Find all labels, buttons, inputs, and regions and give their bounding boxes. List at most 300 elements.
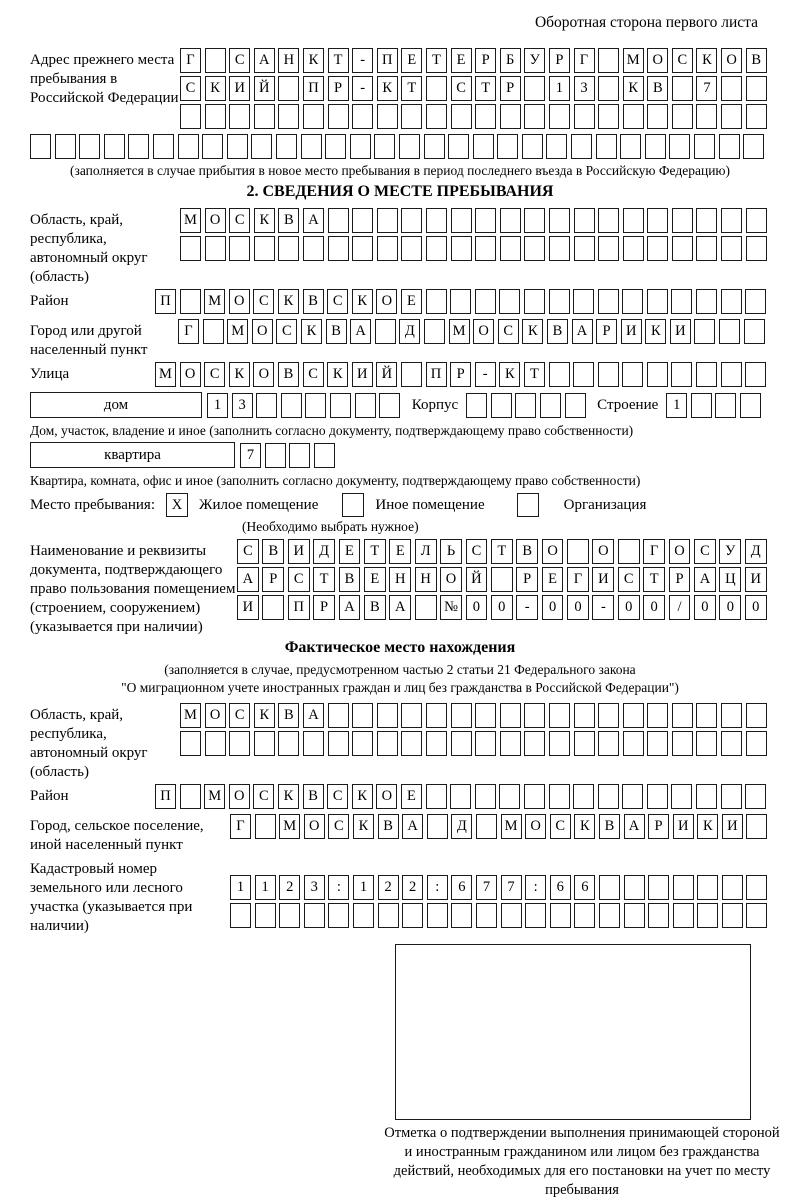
char-cell[interactable]: А: [254, 48, 275, 73]
char-cell[interactable]: П: [377, 48, 398, 73]
char-cell[interactable]: [476, 903, 497, 928]
char-cell[interactable]: [497, 134, 518, 159]
char-cell[interactable]: И: [352, 362, 373, 387]
char-cell[interactable]: [598, 731, 619, 756]
char-cell[interactable]: [402, 903, 423, 928]
char-cell[interactable]: К: [278, 289, 299, 314]
char-cell[interactable]: [598, 236, 619, 261]
char-cell[interactable]: Е: [339, 539, 361, 564]
char-cell[interactable]: [624, 903, 645, 928]
char-cell[interactable]: [281, 393, 302, 418]
char-cell[interactable]: В: [278, 362, 299, 387]
char-cell[interactable]: [623, 703, 644, 728]
char-cell[interactable]: Р: [648, 814, 669, 839]
char-cell[interactable]: [672, 208, 693, 233]
char-cell[interactable]: Г: [574, 48, 595, 73]
char-cell[interactable]: В: [262, 539, 284, 564]
char-cell[interactable]: К: [301, 319, 322, 344]
char-cell[interactable]: П: [426, 362, 447, 387]
stay-checkbox-organizatsiya[interactable]: [517, 493, 539, 517]
char-cell[interactable]: [574, 104, 595, 129]
char-cell[interactable]: С: [451, 76, 472, 101]
char-cell[interactable]: Г: [178, 319, 199, 344]
char-cell[interactable]: [671, 289, 692, 314]
char-cell[interactable]: [301, 134, 322, 159]
char-cell[interactable]: [305, 393, 326, 418]
char-cell[interactable]: [451, 731, 472, 756]
char-cell[interactable]: Ц: [719, 567, 741, 592]
char-cell[interactable]: [475, 236, 496, 261]
char-cell[interactable]: [672, 731, 693, 756]
char-cell[interactable]: А: [303, 208, 324, 233]
char-cell[interactable]: [451, 236, 472, 261]
char-cell[interactable]: [377, 236, 398, 261]
char-cell[interactable]: Р: [262, 567, 284, 592]
char-cell[interactable]: М: [279, 814, 300, 839]
char-cell[interactable]: У: [524, 48, 545, 73]
char-cell[interactable]: [328, 208, 349, 233]
char-cell[interactable]: К: [229, 362, 250, 387]
char-cell[interactable]: С: [229, 48, 250, 73]
char-cell[interactable]: К: [352, 784, 373, 809]
char-cell[interactable]: [721, 208, 742, 233]
char-cell[interactable]: Р: [549, 48, 570, 73]
char-cell[interactable]: [549, 289, 570, 314]
char-cell[interactable]: [475, 784, 496, 809]
char-cell[interactable]: [426, 784, 447, 809]
char-cell[interactable]: [722, 875, 743, 900]
char-cell[interactable]: [377, 731, 398, 756]
char-cell[interactable]: [598, 48, 619, 73]
char-cell[interactable]: [721, 76, 742, 101]
char-cell[interactable]: [647, 236, 668, 261]
char-cell[interactable]: 2: [402, 875, 423, 900]
char-cell[interactable]: К: [574, 814, 595, 839]
char-cell[interactable]: [328, 731, 349, 756]
char-cell[interactable]: Г: [180, 48, 201, 73]
char-cell[interactable]: [524, 703, 545, 728]
char-cell[interactable]: 6: [574, 875, 595, 900]
char-cell[interactable]: [375, 319, 396, 344]
char-cell[interactable]: Г: [230, 814, 251, 839]
char-cell[interactable]: Г: [643, 539, 665, 564]
char-cell[interactable]: [618, 539, 640, 564]
char-cell[interactable]: [328, 903, 349, 928]
char-cell[interactable]: [500, 703, 521, 728]
char-cell[interactable]: [746, 731, 767, 756]
char-cell[interactable]: [205, 48, 226, 73]
char-cell[interactable]: [180, 104, 201, 129]
char-cell[interactable]: С: [327, 784, 348, 809]
char-cell[interactable]: [622, 362, 643, 387]
char-cell[interactable]: /: [669, 595, 691, 620]
char-cell[interactable]: [550, 903, 571, 928]
char-cell[interactable]: [203, 319, 224, 344]
char-cell[interactable]: [574, 236, 595, 261]
char-cell[interactable]: М: [623, 48, 644, 73]
char-cell[interactable]: М: [180, 703, 201, 728]
char-cell[interactable]: [229, 731, 250, 756]
char-cell[interactable]: [524, 76, 545, 101]
char-cell[interactable]: 0: [694, 595, 716, 620]
char-cell[interactable]: [620, 134, 641, 159]
char-cell[interactable]: [525, 903, 546, 928]
char-cell[interactable]: [491, 393, 512, 418]
char-cell[interactable]: [325, 134, 346, 159]
char-cell[interactable]: [697, 903, 718, 928]
char-cell[interactable]: [694, 319, 715, 344]
char-cell[interactable]: [303, 104, 324, 129]
char-cell[interactable]: [746, 104, 767, 129]
char-cell[interactable]: 0: [643, 595, 665, 620]
char-cell[interactable]: А: [694, 567, 716, 592]
char-cell[interactable]: [672, 236, 693, 261]
char-cell[interactable]: [424, 134, 445, 159]
char-cell[interactable]: [740, 393, 761, 418]
char-cell[interactable]: В: [326, 319, 347, 344]
char-cell[interactable]: В: [647, 76, 668, 101]
char-cell[interactable]: [515, 393, 536, 418]
char-cell[interactable]: [451, 703, 472, 728]
char-cell[interactable]: [746, 76, 767, 101]
char-cell[interactable]: [276, 134, 297, 159]
char-cell[interactable]: Е: [542, 567, 564, 592]
char-cell[interactable]: Е: [364, 567, 386, 592]
char-cell[interactable]: [426, 208, 447, 233]
char-cell[interactable]: И: [229, 76, 250, 101]
char-cell[interactable]: [426, 104, 447, 129]
char-cell[interactable]: [352, 104, 373, 129]
char-cell[interactable]: [671, 784, 692, 809]
char-cell[interactable]: [254, 731, 275, 756]
char-cell[interactable]: [598, 703, 619, 728]
char-cell[interactable]: А: [237, 567, 259, 592]
char-cell[interactable]: Д: [313, 539, 335, 564]
char-cell[interactable]: [745, 784, 766, 809]
char-cell[interactable]: [205, 731, 226, 756]
char-cell[interactable]: [647, 703, 668, 728]
char-cell[interactable]: [278, 236, 299, 261]
char-cell[interactable]: [721, 784, 742, 809]
char-cell[interactable]: К: [377, 76, 398, 101]
char-cell[interactable]: А: [572, 319, 593, 344]
char-cell[interactable]: [427, 814, 448, 839]
char-cell[interactable]: [401, 731, 422, 756]
char-cell[interactable]: [696, 236, 717, 261]
char-cell[interactable]: [694, 134, 715, 159]
char-cell[interactable]: К: [353, 814, 374, 839]
char-cell[interactable]: С: [550, 814, 571, 839]
char-cell[interactable]: [328, 703, 349, 728]
char-cell[interactable]: Ь: [440, 539, 462, 564]
char-cell[interactable]: 7: [501, 875, 522, 900]
char-cell[interactable]: [746, 875, 767, 900]
char-cell[interactable]: Т: [364, 539, 386, 564]
char-cell[interactable]: [378, 903, 399, 928]
char-cell[interactable]: В: [278, 703, 299, 728]
char-cell[interactable]: Т: [328, 48, 349, 73]
char-cell[interactable]: О: [376, 289, 397, 314]
char-cell[interactable]: [251, 134, 272, 159]
char-cell[interactable]: [622, 784, 643, 809]
char-cell[interactable]: [279, 903, 300, 928]
char-cell[interactable]: С: [694, 539, 716, 564]
char-cell[interactable]: Й: [466, 567, 488, 592]
char-cell[interactable]: [598, 208, 619, 233]
char-cell[interactable]: П: [155, 289, 176, 314]
char-cell[interactable]: Л: [415, 539, 437, 564]
char-cell[interactable]: [401, 703, 422, 728]
char-cell[interactable]: [451, 903, 472, 928]
char-cell[interactable]: [255, 814, 276, 839]
char-cell[interactable]: Р: [328, 76, 349, 101]
char-cell[interactable]: [647, 208, 668, 233]
char-cell[interactable]: [672, 703, 693, 728]
char-cell[interactable]: М: [204, 784, 225, 809]
char-cell[interactable]: К: [254, 703, 275, 728]
char-cell[interactable]: [377, 208, 398, 233]
char-cell[interactable]: У: [719, 539, 741, 564]
char-cell[interactable]: [524, 289, 545, 314]
char-cell[interactable]: [424, 319, 445, 344]
char-cell[interactable]: [500, 104, 521, 129]
char-cell[interactable]: [450, 784, 471, 809]
char-cell[interactable]: [549, 703, 570, 728]
char-cell[interactable]: Р: [450, 362, 471, 387]
char-cell[interactable]: [30, 134, 51, 159]
char-cell[interactable]: [205, 236, 226, 261]
char-cell[interactable]: 1: [353, 875, 374, 900]
char-cell[interactable]: Р: [500, 76, 521, 101]
char-cell[interactable]: [524, 236, 545, 261]
char-cell[interactable]: [598, 289, 619, 314]
char-cell[interactable]: №: [440, 595, 462, 620]
char-cell[interactable]: К: [696, 48, 717, 73]
char-cell[interactable]: [415, 595, 437, 620]
char-cell[interactable]: [303, 731, 324, 756]
char-cell[interactable]: 2: [279, 875, 300, 900]
char-cell[interactable]: О: [647, 48, 668, 73]
char-cell[interactable]: [746, 703, 767, 728]
char-cell[interactable]: [229, 236, 250, 261]
char-cell[interactable]: В: [599, 814, 620, 839]
char-cell[interactable]: [401, 104, 422, 129]
char-cell[interactable]: 1: [549, 76, 570, 101]
char-cell[interactable]: [205, 104, 226, 129]
char-cell[interactable]: [623, 104, 644, 129]
char-cell[interactable]: К: [499, 362, 520, 387]
char-cell[interactable]: [719, 319, 740, 344]
char-cell[interactable]: И: [621, 319, 642, 344]
char-cell[interactable]: [476, 814, 497, 839]
char-cell[interactable]: [524, 731, 545, 756]
char-cell[interactable]: С: [229, 208, 250, 233]
char-cell[interactable]: [673, 903, 694, 928]
char-cell[interactable]: [623, 208, 644, 233]
char-cell[interactable]: [451, 208, 472, 233]
char-cell[interactable]: О: [721, 48, 742, 73]
char-cell[interactable]: О: [669, 539, 691, 564]
char-cell[interactable]: [180, 236, 201, 261]
char-cell[interactable]: [426, 703, 447, 728]
char-cell[interactable]: В: [516, 539, 538, 564]
char-cell[interactable]: [540, 393, 561, 418]
char-cell[interactable]: [230, 903, 251, 928]
char-cell[interactable]: [715, 393, 736, 418]
char-cell[interactable]: И: [745, 567, 767, 592]
char-cell[interactable]: Т: [491, 539, 513, 564]
char-cell[interactable]: [546, 134, 567, 159]
char-cell[interactable]: [314, 443, 335, 468]
char-cell[interactable]: [696, 731, 717, 756]
char-cell[interactable]: [746, 208, 767, 233]
char-cell[interactable]: [265, 443, 286, 468]
char-cell[interactable]: [549, 362, 570, 387]
char-cell[interactable]: К: [645, 319, 666, 344]
char-cell[interactable]: [427, 903, 448, 928]
char-cell[interactable]: А: [389, 595, 411, 620]
char-cell[interactable]: [180, 289, 201, 314]
char-cell[interactable]: Н: [278, 48, 299, 73]
char-cell[interactable]: :: [328, 875, 349, 900]
char-cell[interactable]: Д: [399, 319, 420, 344]
char-cell[interactable]: Р: [596, 319, 617, 344]
char-cell[interactable]: О: [592, 539, 614, 564]
char-cell[interactable]: [746, 814, 767, 839]
char-cell[interactable]: [475, 208, 496, 233]
char-cell[interactable]: Е: [401, 289, 422, 314]
char-cell[interactable]: [426, 236, 447, 261]
char-cell[interactable]: [401, 208, 422, 233]
char-cell[interactable]: [549, 236, 570, 261]
char-cell[interactable]: 0: [719, 595, 741, 620]
char-cell[interactable]: [426, 731, 447, 756]
char-cell[interactable]: О: [440, 567, 462, 592]
char-cell[interactable]: :: [427, 875, 448, 900]
char-cell[interactable]: С: [466, 539, 488, 564]
char-cell[interactable]: [573, 289, 594, 314]
char-cell[interactable]: Т: [401, 76, 422, 101]
char-cell[interactable]: О: [205, 703, 226, 728]
char-cell[interactable]: К: [697, 814, 718, 839]
char-cell[interactable]: [549, 104, 570, 129]
char-cell[interactable]: [401, 362, 422, 387]
char-cell[interactable]: [719, 134, 740, 159]
char-cell[interactable]: С: [253, 289, 274, 314]
char-cell[interactable]: [596, 134, 617, 159]
char-cell[interactable]: [574, 903, 595, 928]
char-cell[interactable]: [500, 236, 521, 261]
char-cell[interactable]: [278, 104, 299, 129]
char-cell[interactable]: [645, 134, 666, 159]
char-cell[interactable]: 7: [476, 875, 497, 900]
char-cell[interactable]: И: [237, 595, 259, 620]
char-cell[interactable]: В: [278, 208, 299, 233]
char-cell[interactable]: [451, 104, 472, 129]
char-cell[interactable]: [328, 104, 349, 129]
char-cell[interactable]: [671, 362, 692, 387]
char-cell[interactable]: [374, 134, 395, 159]
char-cell[interactable]: 1: [255, 875, 276, 900]
char-cell[interactable]: В: [364, 595, 386, 620]
char-cell[interactable]: [549, 208, 570, 233]
char-cell[interactable]: [599, 903, 620, 928]
char-cell[interactable]: К: [303, 48, 324, 73]
char-cell[interactable]: М: [180, 208, 201, 233]
char-cell[interactable]: [491, 567, 513, 592]
char-cell[interactable]: [304, 903, 325, 928]
char-cell[interactable]: С: [327, 289, 348, 314]
char-cell[interactable]: [647, 731, 668, 756]
char-cell[interactable]: Н: [415, 567, 437, 592]
char-cell[interactable]: [254, 236, 275, 261]
char-cell[interactable]: И: [673, 814, 694, 839]
char-cell[interactable]: 3: [232, 393, 253, 418]
char-cell[interactable]: [180, 731, 201, 756]
char-cell[interactable]: [721, 289, 742, 314]
char-cell[interactable]: [303, 236, 324, 261]
char-cell[interactable]: [289, 443, 310, 468]
char-cell[interactable]: -: [352, 76, 373, 101]
char-cell[interactable]: 0: [745, 595, 767, 620]
char-cell[interactable]: Е: [451, 48, 472, 73]
char-cell[interactable]: Т: [426, 48, 447, 73]
char-cell[interactable]: К: [522, 319, 543, 344]
char-cell[interactable]: А: [339, 595, 361, 620]
char-cell[interactable]: В: [378, 814, 399, 839]
char-cell[interactable]: Р: [669, 567, 691, 592]
char-cell[interactable]: С: [180, 76, 201, 101]
char-cell[interactable]: 7: [240, 443, 261, 468]
char-cell[interactable]: Е: [389, 539, 411, 564]
char-cell[interactable]: [350, 134, 371, 159]
char-cell[interactable]: О: [473, 319, 494, 344]
char-cell[interactable]: -: [475, 362, 496, 387]
char-cell[interactable]: И: [592, 567, 614, 592]
char-cell[interactable]: С: [498, 319, 519, 344]
char-cell[interactable]: С: [618, 567, 640, 592]
stay-checkbox-inoe[interactable]: [342, 493, 364, 517]
char-cell[interactable]: :: [525, 875, 546, 900]
char-cell[interactable]: [330, 393, 351, 418]
char-cell[interactable]: [549, 731, 570, 756]
char-cell[interactable]: [574, 208, 595, 233]
char-cell[interactable]: [352, 236, 373, 261]
char-cell[interactable]: 2: [378, 875, 399, 900]
char-cell[interactable]: [153, 134, 174, 159]
char-cell[interactable]: [355, 393, 376, 418]
char-cell[interactable]: [673, 875, 694, 900]
char-cell[interactable]: [500, 208, 521, 233]
char-cell[interactable]: [475, 731, 496, 756]
char-cell[interactable]: О: [205, 208, 226, 233]
char-cell[interactable]: [574, 731, 595, 756]
char-cell[interactable]: [721, 731, 742, 756]
char-cell[interactable]: [524, 104, 545, 129]
char-cell[interactable]: [352, 208, 373, 233]
char-cell[interactable]: П: [288, 595, 310, 620]
char-cell[interactable]: 1: [230, 875, 251, 900]
char-cell[interactable]: [598, 362, 619, 387]
char-cell[interactable]: [696, 784, 717, 809]
char-cell[interactable]: [599, 875, 620, 900]
char-cell[interactable]: Т: [475, 76, 496, 101]
char-cell[interactable]: И: [670, 319, 691, 344]
char-cell[interactable]: В: [303, 289, 324, 314]
char-cell[interactable]: 3: [574, 76, 595, 101]
char-cell[interactable]: Й: [376, 362, 397, 387]
char-cell[interactable]: О: [180, 362, 201, 387]
